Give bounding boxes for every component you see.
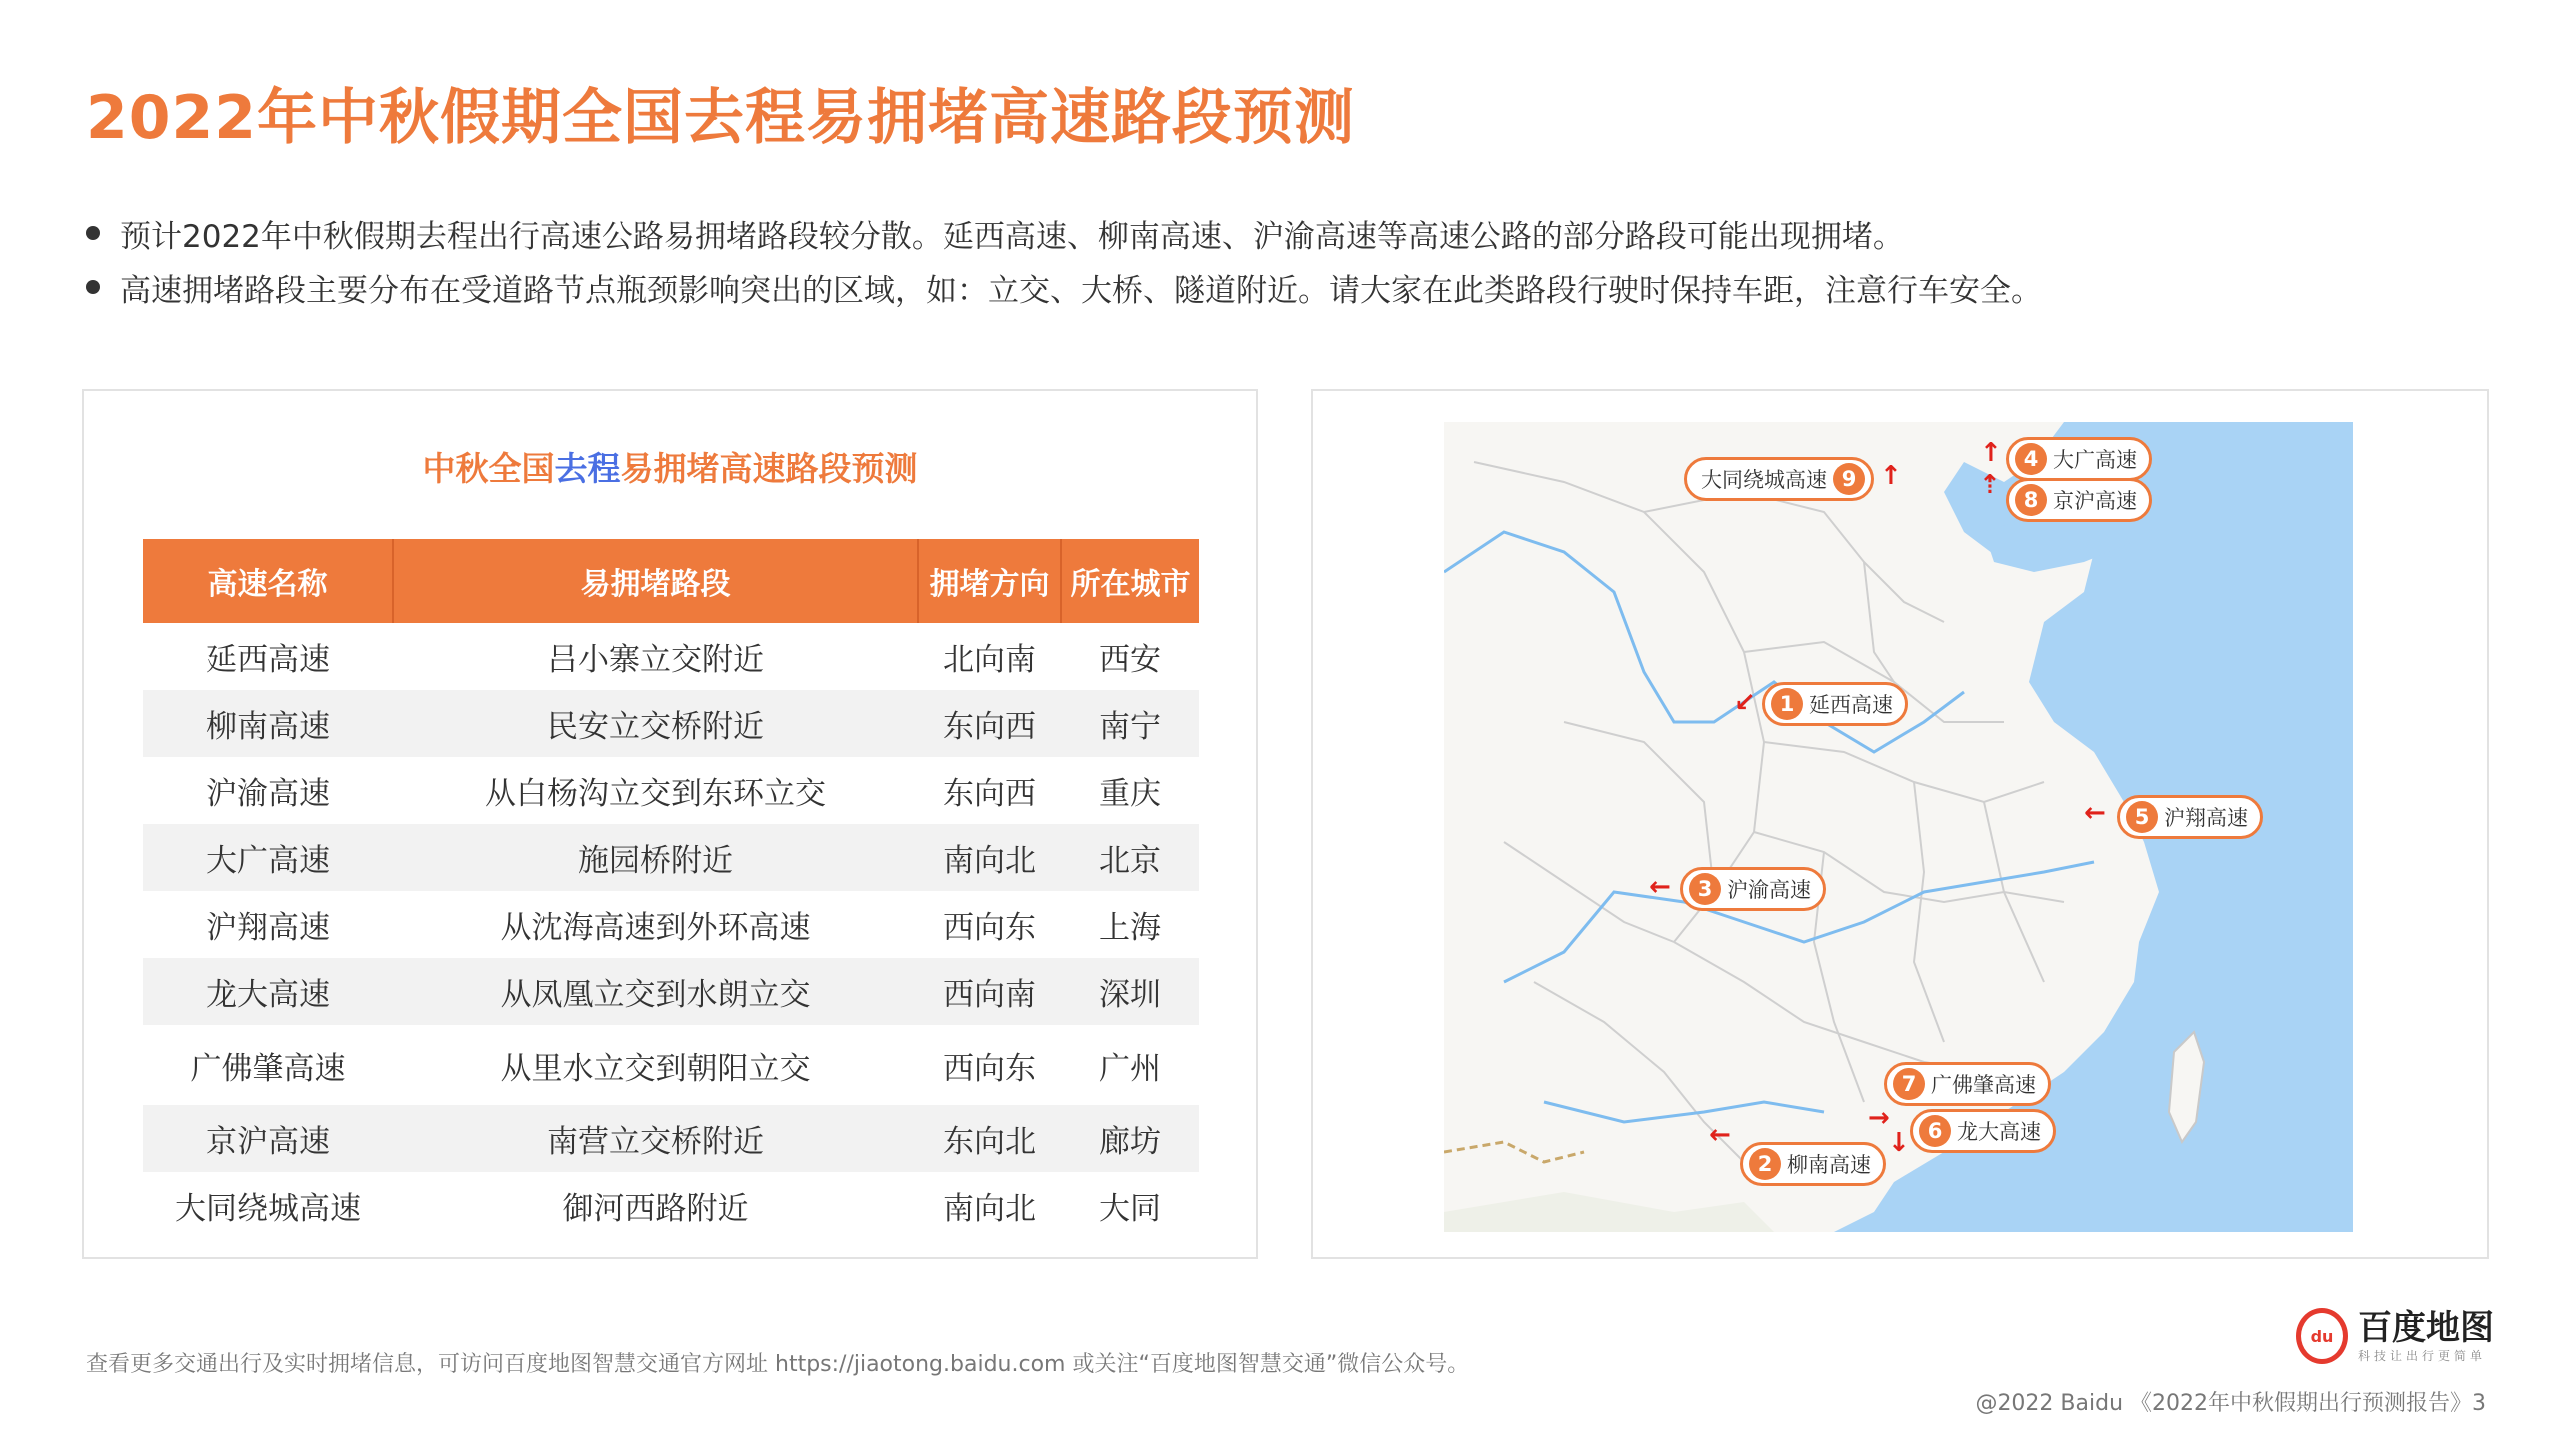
table-cell: 柳南高速 <box>143 690 393 757</box>
arrow-left-icon: ← <box>1709 1120 1731 1150</box>
table-cell: 北京 <box>1061 824 1199 891</box>
table-cell: 大同绕城高速 <box>175 1191 361 1227</box>
table-row <box>143 623 1199 690</box>
map-marker-8 <box>2006 478 2152 522</box>
table-cell: 西向东 <box>943 910 1036 946</box>
bullet-dot-icon <box>86 226 100 240</box>
logo-slogan: 科技让出行更简单 <box>2358 1348 2487 1363</box>
table-cell: 民安立交桥附近 <box>393 690 918 757</box>
arrow-up-icon: ↑ <box>1980 438 2002 468</box>
table-cell: 南营立交桥附近 <box>393 1105 918 1172</box>
table-cell: 龙大高速 <box>143 958 393 1025</box>
table-cell: 广佛肇高速 <box>190 1050 346 1087</box>
map-marker-number: 3 <box>1689 873 1721 905</box>
arrow-down-left-icon: ↙ <box>1734 688 1756 718</box>
map-marker-9 <box>1684 457 1874 501</box>
table-cell: 京沪高速 <box>143 1105 393 1172</box>
table-cell: 东向西 <box>943 776 1036 812</box>
table-row <box>143 757 1199 824</box>
table-row <box>143 958 1199 1025</box>
header-cell: 所在城市 <box>1061 539 1199 623</box>
table-cell: 西向南 <box>918 958 1061 1025</box>
bullet-dot-icon <box>86 280 100 294</box>
map-marker-label: 龙大高速 <box>1957 1120 2041 1144</box>
map-marker-label: 大同绕城高速 <box>1701 468 1827 492</box>
table-title-accent: 去程 <box>554 449 621 488</box>
map-panel <box>1311 389 2489 1259</box>
table-cell: 延西高速 <box>206 642 330 678</box>
header-cell: 易拥堵路段 <box>393 539 918 623</box>
table-row <box>143 1025 1199 1105</box>
table-cell: 北向南 <box>943 642 1036 678</box>
map-marker-number: 4 <box>2015 443 2047 475</box>
map-pin-icon: du <box>2296 1308 2348 1364</box>
map-marker-3 <box>1680 867 1826 911</box>
map-marker-label: 大广高速 <box>2053 448 2137 472</box>
map-land-south <box>1444 1192 1774 1232</box>
header-cell: 拥堵方向 <box>918 539 1061 623</box>
table-cell: 从沈海高速到外环高速 <box>500 910 811 946</box>
table-cell: 大广高速 <box>143 824 393 891</box>
bullet-text: 预计2022年中秋假期去程出行高速公路易拥堵路段较分散。延西高速、柳南高速、沪渝高速等高速公路的部分路段可能出现拥堵。 <box>120 218 1904 255</box>
table-cell: 西向东 <box>943 1050 1036 1087</box>
table-cell: 从里水立交到朝阳立交 <box>500 1050 811 1087</box>
table-cell: 沪渝高速 <box>206 776 330 812</box>
map-border-line <box>1444 1142 1584 1162</box>
table-panel <box>82 389 1258 1259</box>
map-marker-number: 1 <box>1771 688 1803 720</box>
arrow-right-icon: → <box>1868 1103 1890 1133</box>
table-cell: 吕小寨立交附近 <box>547 642 764 678</box>
table-cell: 沪翔高速 <box>206 910 330 946</box>
table-row <box>143 1172 1199 1239</box>
footnote: 查看更多交通出行及实时拥堵信息，可访问百度地图智慧交通官方网址 https://jiaotong.baidu.com 或关注“百度地图智慧交通”微信公众号。 <box>86 1352 1470 1377</box>
table-cell: 东向西 <box>918 690 1061 757</box>
table-cell: 南宁 <box>1061 690 1199 757</box>
map-marker-number: 8 <box>2015 484 2047 516</box>
table-cell: 从白杨沟立交到东环立交 <box>485 776 826 812</box>
map-marker-number: 9 <box>1833 463 1865 495</box>
table-cell: 东向北 <box>918 1105 1061 1172</box>
map-marker-4 <box>2006 437 2152 481</box>
header-cell: 高速名称 <box>143 539 393 623</box>
map-marker-label: 广佛肇高速 <box>1931 1073 2036 1097</box>
copyright: @2022 Baidu 《2022年中秋假期出行预测报告》3 <box>1975 1391 2486 1416</box>
table-row <box>143 1105 1199 1172</box>
table-title <box>84 443 1256 490</box>
map-marker-label: 延西高速 <box>1809 693 1893 717</box>
bullet-list <box>86 206 2466 314</box>
table-cell: 廊坊 <box>1061 1105 1199 1172</box>
arrow-down-icon: ↓ <box>1888 1128 1910 1158</box>
bullet-item <box>86 206 2466 260</box>
table-cell: 深圳 <box>1061 958 1199 1025</box>
map-marker-label: 柳南高速 <box>1787 1153 1871 1177</box>
arrow-up-icon: ⇡ <box>1979 470 2001 500</box>
arrow-left-icon: ← <box>2084 798 2106 828</box>
map-marker-number: 5 <box>2126 801 2158 833</box>
arrow-up-icon: ↑ <box>1880 461 1902 491</box>
table-row <box>143 690 1199 757</box>
table-cell: 施园桥附近 <box>393 824 918 891</box>
page-title: 2022年中秋假期全国去程易拥堵高速路段预测 <box>86 83 1355 153</box>
map-marker-label: 京沪高速 <box>2053 489 2137 513</box>
bullet-item <box>86 260 2466 314</box>
map-marker-number: 6 <box>1919 1115 1951 1147</box>
map-marker-7 <box>1884 1062 2051 1106</box>
table-cell: 广州 <box>1099 1050 1161 1087</box>
arrow-left-icon: ← <box>1649 872 1671 902</box>
china-map <box>1444 422 2353 1232</box>
map-marker-number: 7 <box>1893 1068 1925 1100</box>
table-cell: 上海 <box>1099 910 1161 946</box>
table-title-part: 中秋全国 <box>422 449 555 488</box>
table-row <box>143 891 1199 958</box>
baidu-map-logo <box>2296 1308 2494 1364</box>
table-cell: 西安 <box>1099 642 1161 678</box>
table-cell: 从凤凰立交到水朗立交 <box>393 958 918 1025</box>
map-marker-6 <box>1910 1109 2056 1153</box>
logo-text <box>2358 1309 2494 1364</box>
table-cell: 大同 <box>1099 1191 1161 1227</box>
map-marker-1 <box>1762 682 1908 726</box>
bullet-text: 高速拥堵路段主要分布在受道路节点瓶颈影响突出的区域，如：立交、大桥、隧道附近。请大家在此类路段行驶时保持车距，注意行车安全。 <box>120 272 2042 309</box>
map-marker-5 <box>2117 795 2263 839</box>
map-marker-number: 2 <box>1749 1148 1781 1180</box>
table-header-row <box>143 539 1199 623</box>
congestion-table <box>143 539 1199 1239</box>
table-title-part: 易拥堵高速路段预测 <box>620 449 918 488</box>
table-cell: 南向北 <box>918 824 1061 891</box>
table-row <box>143 824 1199 891</box>
map-marker-label: 沪渝高速 <box>1727 878 1811 902</box>
table-cell: 御河西路附近 <box>562 1191 749 1227</box>
map-marker-label: 沪翔高速 <box>2164 806 2248 830</box>
map-marker-2 <box>1740 1142 1886 1186</box>
logo-name: 百度地图 <box>2358 1307 2494 1348</box>
table-cell: 南向北 <box>943 1191 1036 1227</box>
table-cell: 重庆 <box>1099 776 1161 812</box>
